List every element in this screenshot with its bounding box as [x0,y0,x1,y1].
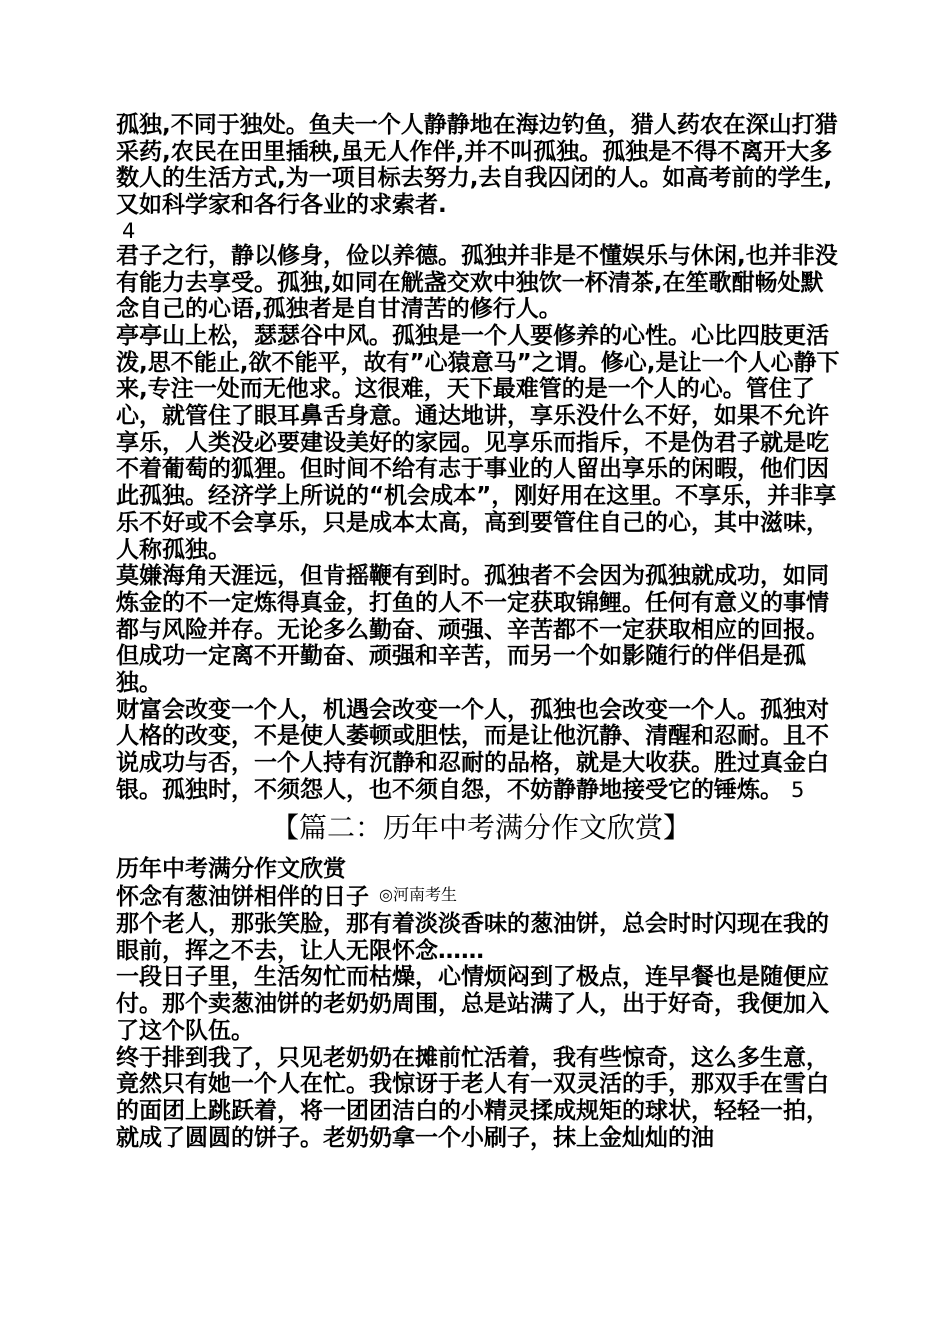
paragraph-wealth-change [116,697,846,804]
page-number: 4 [122,218,136,243]
paragraph-busy-days: 一段日子里，生活匆忙而枯燥，心情烦闷到了极点，连早餐也是随便应付。那个卖葱油饼的老奶奶周围，总是站满了人，出于好奇，我便加入了这个队伍。 [116,964,829,1044]
essay-title: 历年中考满分作文欣赏 [116,855,346,882]
paragraph-wealth-change-text: 财富会改变一个人，机遇会改变一个人，孤独也会改变一个人。孤独对人格的改变，不是使人萎顿或胆怯，而是让他沉静、清醒和忍耐。且不说成功与否，一个人持有沉静和忍耐的品格，就是大收获。胜过真金白银。孤独时，不须怨人，也不须自怨，不妨静静地接受它的锤炼。 [116,696,829,803]
page-number: 5 [791,777,805,802]
paragraph-sea-corner: 莫嫌海角天涯远，但肯摇鞭有到时。孤独者不会因为孤独就成功，如同炼金的不一定炼得真金，打鱼的人不一定获取锦鲤。任何有意义的事情都与风险并存。无论多么勤奋、顽强、辛苦都不一定获取相应的回报。但成功一定离不开勤奋、顽强和辛苦，而另一个如影随行的伴侣是孤独。 [116,563,829,697]
essay-subtitle-text: 怀念有葱油饼相伴的日子 [116,884,369,911]
paragraph-my-turn: 终于排到我了，只见老奶奶在摊前忙活着，我有些惊奇，这么多生意，竟然只有她一个人在忙。我惊讶于老人有一双灵活的手，那双手在雪白的面团上跳跃着，将一团团洁白的小精灵揉成规矩的球状，轻轻一拍，就成了圆圆的饼子。老奶奶拿一个小刷子，抹上金灿灿的油 [116,1044,829,1151]
essay-author-mark: ◎河南考生 [379,885,457,905]
paragraph-solitude-definition: 孤独,不同于独处。鱼夫一个人静静地在海边钓鱼，猎人药农在深山打猎采药,农民在田里插秧,虽无人作伴,并不叫孤独。孤独是不得不离开大多数人的生活方式,为一项目标去努力,去自我囚闭的人。如高考前的学生,又如科学家和各行各业的求索者. [116,112,838,219]
paragraph-mountain-pine: 亭亭山上松，瑟瑟谷中风。孤独是一个人要修养的心性。心比四肢更活泼,思不能止,欲不能平，故有”心猿意马”之谓。修心,是让一个人心静下来,专注一处而无他求。这很难，天下最难管的是一个人的心。管住了心，就管住了眼耳鼻舌身意。通达地讲，享乐没什么不好，如果不允许享乐，人类没必要建设美好的家园。见享乐而指斥，不是伪君子就是吃不着葡萄的狐狸。但时间不给有志于事业的人留出享乐的闲暇，他们因此孤独。经济学上所说的“机会成本”，刚好用在这里。不享乐，并非享乐不好或不会享乐，只是成本太高，高到要管住自己的心，其中滋味，人称孤独。 [116,322,840,563]
essay-subtitle [116,882,846,911]
paragraph-old-woman: 那个老人，那张笑脸，那有着淡淡香味的葱油饼，总会时时闪现在我的眼前，挥之不去，让人无限怀念…… [116,910,829,964]
document-page [116,112,846,1151]
paragraph-junzi: 君子之行，静以修身，俭以养德。孤独并非是不懂娱乐与休闲,也并非没有能力去享受。孤独,如同在觥盏交欢中独饮一杯清茶,在笙歌酣畅处默念自己的心语,孤独者是自甘清苦的修行人。 [116,242,838,323]
section-heading: 【篇二：历年中考满分作文欣赏】 [270,810,691,844]
